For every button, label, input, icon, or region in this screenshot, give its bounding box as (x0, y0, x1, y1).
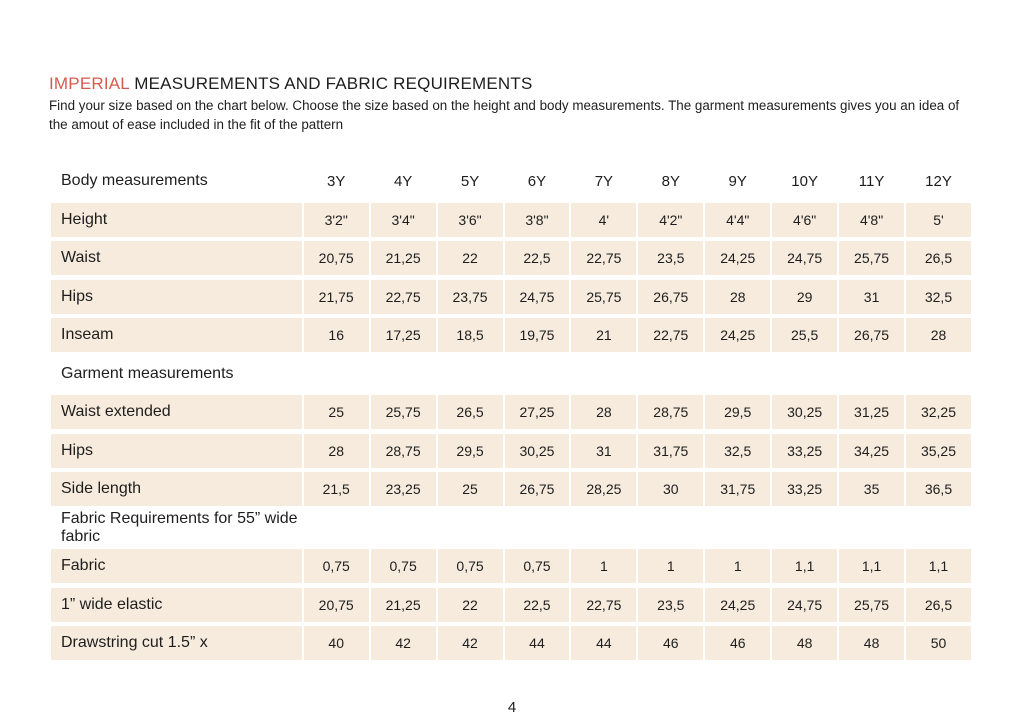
table-cell: 26,75 (638, 280, 703, 314)
table-cell: 26,5 (438, 395, 503, 429)
table-cell: 3'2" (304, 203, 369, 237)
row-label: Height (51, 203, 302, 237)
measurements-table (51, 162, 971, 663)
table-cell: 27,25 (505, 395, 570, 429)
table-cell: 20,75 (304, 241, 369, 275)
size-header-cell: 12Y (925, 172, 952, 190)
table-cell: 3'4" (371, 203, 436, 237)
table-cell: 25,75 (839, 588, 904, 622)
row-label: Body measurements (61, 172, 208, 189)
table-cell: 25,75 (839, 241, 904, 275)
table-cell: 31 (839, 280, 904, 314)
table-cell: 23,25 (371, 472, 436, 506)
size-header-cell: 9Y (728, 172, 747, 190)
table-cell: 21 (571, 318, 636, 352)
table-cell: 24,25 (705, 318, 770, 352)
table-cell: 22 (438, 588, 503, 622)
table-row (51, 624, 971, 663)
table-cell: 48 (839, 626, 904, 660)
section-header-row (51, 355, 971, 394)
table-cell: 25,5 (772, 318, 837, 352)
table-cell: 32,5 (906, 280, 971, 314)
table-cell: 28,25 (571, 472, 636, 506)
table-cell: 4'8" (839, 203, 904, 237)
table-row (51, 201, 971, 240)
row-label: Waist (51, 241, 302, 275)
table-cell: 1 (638, 549, 703, 583)
table-cell: 19,75 (505, 318, 570, 352)
table-cell: 50 (906, 626, 971, 660)
table-row (51, 547, 971, 586)
table-cell: 4'6" (772, 203, 837, 237)
table-cell: 4'2" (638, 203, 703, 237)
title-rest: MEASUREMENTS AND FABRIC REQUIREMENTS (129, 74, 533, 93)
size-header-cell: 7Y (594, 172, 614, 190)
table-cell: 31 (571, 434, 636, 468)
table-cell: 31,75 (705, 472, 770, 506)
table-cell: 22,75 (571, 588, 636, 622)
table-cell: 26,5 (906, 588, 971, 622)
table-cell: 29,5 (438, 434, 503, 468)
table-cell: 24,25 (705, 588, 770, 622)
row-label: Waist extended (51, 395, 302, 429)
size-header-cell: 3Y (327, 172, 346, 190)
table-cell: 21,5 (304, 472, 369, 506)
size-header-cell: 5Y (460, 172, 480, 190)
table-cell: 1 (705, 549, 770, 583)
table-cell: 22 (438, 241, 503, 275)
table-cell: 33,25 (772, 472, 837, 506)
size-header-cell: 10Y (791, 172, 818, 190)
table-row (51, 239, 971, 278)
table-cell: 17,25 (371, 318, 436, 352)
table-cell: 26,75 (505, 472, 570, 506)
table-cell: 25,75 (371, 395, 436, 429)
table-cell: 29,5 (705, 395, 770, 429)
table-cell: 23,5 (638, 241, 703, 275)
table-cell: 0,75 (304, 549, 369, 583)
table-cell: 32,5 (705, 434, 770, 468)
table-row (51, 278, 971, 317)
table-cell: 40 (304, 626, 369, 660)
table-row (51, 393, 971, 432)
table-cell: 1,1 (839, 549, 904, 583)
table-row (51, 432, 971, 471)
table-cell: 26,75 (839, 318, 904, 352)
table-cell: 36,5 (906, 472, 971, 506)
table-cell: 20,75 (304, 588, 369, 622)
table-cell: 0,75 (371, 549, 436, 583)
table-cell: 16 (304, 318, 369, 352)
table-cell: 4' (571, 203, 636, 237)
table-cell: 28 (571, 395, 636, 429)
table-cell: 44 (505, 626, 570, 660)
table-cell: 30 (638, 472, 703, 506)
table-cell: 29 (772, 280, 837, 314)
table-cell: 22,5 (505, 588, 570, 622)
table-cell: 22,75 (571, 241, 636, 275)
table-row (51, 586, 971, 625)
size-header-row (51, 162, 971, 201)
table-cell: 28,75 (638, 395, 703, 429)
table-cell: 24,75 (772, 241, 837, 275)
row-label: Drawstring cut 1.5” x (51, 626, 302, 660)
table-cell: 1,1 (906, 549, 971, 583)
table-cell: 23,75 (438, 280, 503, 314)
table-cell: 1 (571, 549, 636, 583)
table-cell: 33,25 (772, 434, 837, 468)
table-cell: 30,25 (772, 395, 837, 429)
table-cell: 5' (906, 203, 971, 237)
table-cell: 42 (371, 626, 436, 660)
table-cell: 31,75 (638, 434, 703, 468)
table-cell: 24,25 (705, 241, 770, 275)
table-cell: 0,75 (438, 549, 503, 583)
table-cell: 31,25 (839, 395, 904, 429)
table-cell: 30,25 (505, 434, 570, 468)
table-cell: 1,1 (772, 549, 837, 583)
table-cell: 28 (705, 280, 770, 314)
size-header-cell: 8Y (661, 172, 680, 190)
table-cell: 21,25 (371, 588, 436, 622)
table-cell: 35 (839, 472, 904, 506)
title-accent: IMPERIAL (49, 74, 130, 93)
size-header-cell: 4Y (393, 172, 413, 190)
row-label: Side length (51, 472, 302, 506)
row-label: Fabric (51, 549, 302, 583)
table-cell: 28,75 (371, 434, 436, 468)
table-cell: 28 (906, 318, 971, 352)
table-cell: 22,5 (505, 241, 570, 275)
table-cell: 3'8" (505, 203, 570, 237)
table-cell: 44 (571, 626, 636, 660)
row-label: 1” wide elastic (51, 588, 302, 622)
table-cell: 21,75 (304, 280, 369, 314)
table-cell: 46 (638, 626, 703, 660)
page-number: 4 (507, 699, 517, 716)
intro-text: Find your size based on the chart below. Choose the size based on the height and body measurements. The garment measurements gives you an idea of the amout of ease included in the fit of the pattern (49, 98, 960, 132)
table-cell: 28 (304, 434, 369, 468)
section-header-row (51, 509, 971, 548)
table-cell: 22,75 (371, 280, 436, 314)
row-label: Hips (51, 434, 302, 468)
table-cell: 3'6" (438, 203, 503, 237)
table-cell: 25 (438, 472, 503, 506)
section-label: Fabric Requirements for 55” wide fabric (61, 509, 298, 545)
table-cell: 24,75 (505, 280, 570, 314)
table-row (51, 470, 971, 509)
table-cell: 18,5 (438, 318, 503, 352)
table-cell: 48 (772, 626, 837, 660)
table-cell: 25 (304, 395, 369, 429)
table-row (51, 316, 971, 355)
table-cell: 24,75 (772, 588, 837, 622)
section-label: Garment measurements (61, 364, 234, 382)
table-cell: 46 (705, 626, 770, 660)
row-label: Hips (51, 280, 302, 314)
table-cell: 26,5 (906, 241, 971, 275)
table-cell: 21,25 (371, 241, 436, 275)
size-header-cell: 6Y (527, 172, 547, 190)
table-cell: 23,5 (638, 588, 703, 622)
table-cell: 35,25 (906, 434, 971, 468)
page-title (49, 74, 533, 94)
table-cell: 4'4" (705, 203, 770, 237)
table-cell: 34,25 (839, 434, 904, 468)
table-cell: 0,75 (505, 549, 570, 583)
table-cell: 25,75 (571, 280, 636, 314)
table-cell: 32,25 (906, 395, 971, 429)
table-cell: 22,75 (638, 318, 703, 352)
row-label: Inseam (51, 318, 302, 352)
size-header-cell: 11Y (858, 172, 885, 190)
table-cell: 42 (438, 626, 503, 660)
